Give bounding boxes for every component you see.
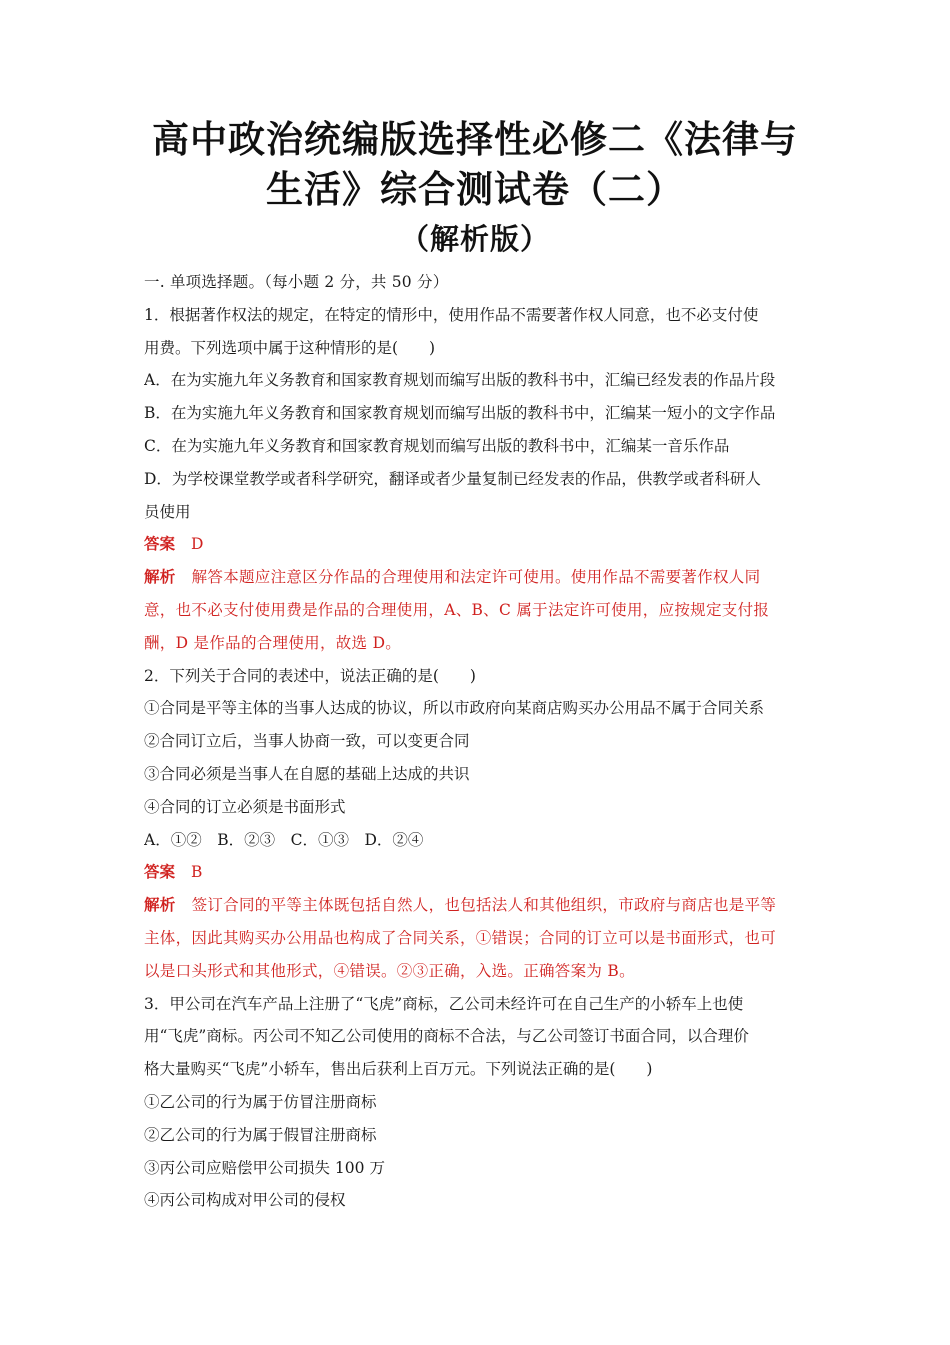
q1-analysis (144, 561, 808, 594)
q1-analysis-line-3: 酬，D 是作品的合理使用，故选 D。 (144, 633, 402, 652)
q2-analysis-line-2: 主体，因此其购买办公用品也构成了合同关系，①错误；合同的订立可以是书面形式，也可 (144, 928, 777, 947)
doc-title-line-2: 生活》综合测试卷（二） (266, 168, 684, 211)
q2-analysis (144, 889, 808, 922)
q2-answer (144, 856, 808, 889)
doc-subtitle: （解析版） (399, 222, 550, 256)
analysis-label: 解析 (144, 896, 176, 915)
q3-statement-4: ④丙公司构成对甲公司的侵权 (144, 1191, 346, 1210)
q1-answer (144, 528, 808, 561)
doc-title-line-1: 高中政治统编版选择性必修二《法律与 (152, 118, 798, 161)
q1-analysis-line-1: 解答本题应注意区分作品的合理使用和法定许可使用。使用作品不需要著作权人同 (191, 568, 761, 587)
analysis-label: 解析 (144, 568, 176, 587)
q2-options: A．①② B．②③ C．①③ D．②④ (144, 830, 424, 849)
q1-option-c: C．在为实施九年义务教育和国家教育规划而编写出版的教科书中，汇编某一音乐作品 (144, 436, 730, 455)
q1-answer-value: D (191, 535, 204, 554)
q3-stem-line-3: 格大量购买“飞虎”小轿车，售出后获利上百万元。下列说法正确的是( ) (144, 1060, 653, 1079)
q1-option-d: D．为学校课堂教学或者科学研究，翻译或者少量复制已经发表的作品，供教学或者科研人 (144, 469, 761, 488)
q2-statement-4: ④合同的订立必须是书面形式 (144, 797, 346, 816)
q2-statement-3: ③合同必须是当事人在自愿的基础上达成的共识 (144, 764, 470, 783)
q2-statement-1: ①合同是平等主体的当事人达成的协议，所以市政府向某商店购买办公用品不属于合同关系 (144, 699, 765, 718)
q1-stem-line-2: 用费。下列选项中属于这种情形的是( ) (144, 338, 436, 357)
answer-label: 答案 (144, 863, 176, 882)
q2-analysis-line-3: 以是口头形式和其他形式，④错误。②③正确，入选。正确答案为 B。 (144, 961, 635, 980)
q2-stem: 2．下列关于合同的表述中，说法正确的是( ) (144, 666, 476, 685)
document-body (144, 266, 808, 1217)
q1-option-d-cont: 员使用 (144, 502, 191, 521)
q3-statement-1: ①乙公司的行为属于仿冒注册商标 (144, 1092, 377, 1111)
q3-statement-2: ②乙公司的行为属于假冒注册商标 (144, 1125, 377, 1144)
q1-option-b: B．在为实施九年义务教育和国家教育规划而编写出版的教科书中，汇编某一短小的文字作品 (144, 404, 776, 423)
q3-statement-3: ③丙公司应赔偿甲公司损失 100 万 (144, 1158, 385, 1177)
q2-analysis-line-1: 签订合同的平等主体既包括自然人，也包括法人和其他组织，市政府与商店也是平等 (191, 896, 777, 915)
q3-stem-line-1: 3．甲公司在汽车产品上注册了“飞虎”商标，乙公司未经许可在自己生产的小轿车上也使 (144, 994, 744, 1013)
answer-label: 答案 (144, 535, 176, 554)
q1-analysis-line-2: 意，也不必支付使用费是作品的合理使用，A、B、C 属于法定许可使用，应按规定支付报 (144, 600, 770, 619)
q2-answer-value: B (191, 863, 203, 882)
q1-option-a: A．在为实施九年义务教育和国家教育规划而编写出版的教科书中，汇编已经发表的作品片段 (144, 371, 776, 390)
section-heading: 一. 单项选择题。（每小题 2 分，共 50 分） (144, 273, 449, 291)
q3-stem-line-2: 用“飞虎”商标。丙公司不知乙公司使用的商标不合法，与乙公司签订书面合同，以合理价 (144, 1027, 749, 1046)
q1-stem-line-1: 1．根据著作权法的规定，在特定的情形中，使用作品不需要著作权人同意，也不必支付使 (144, 305, 759, 324)
q2-statement-2: ②合同订立后，当事人协商一致，可以变更合同 (144, 732, 470, 751)
